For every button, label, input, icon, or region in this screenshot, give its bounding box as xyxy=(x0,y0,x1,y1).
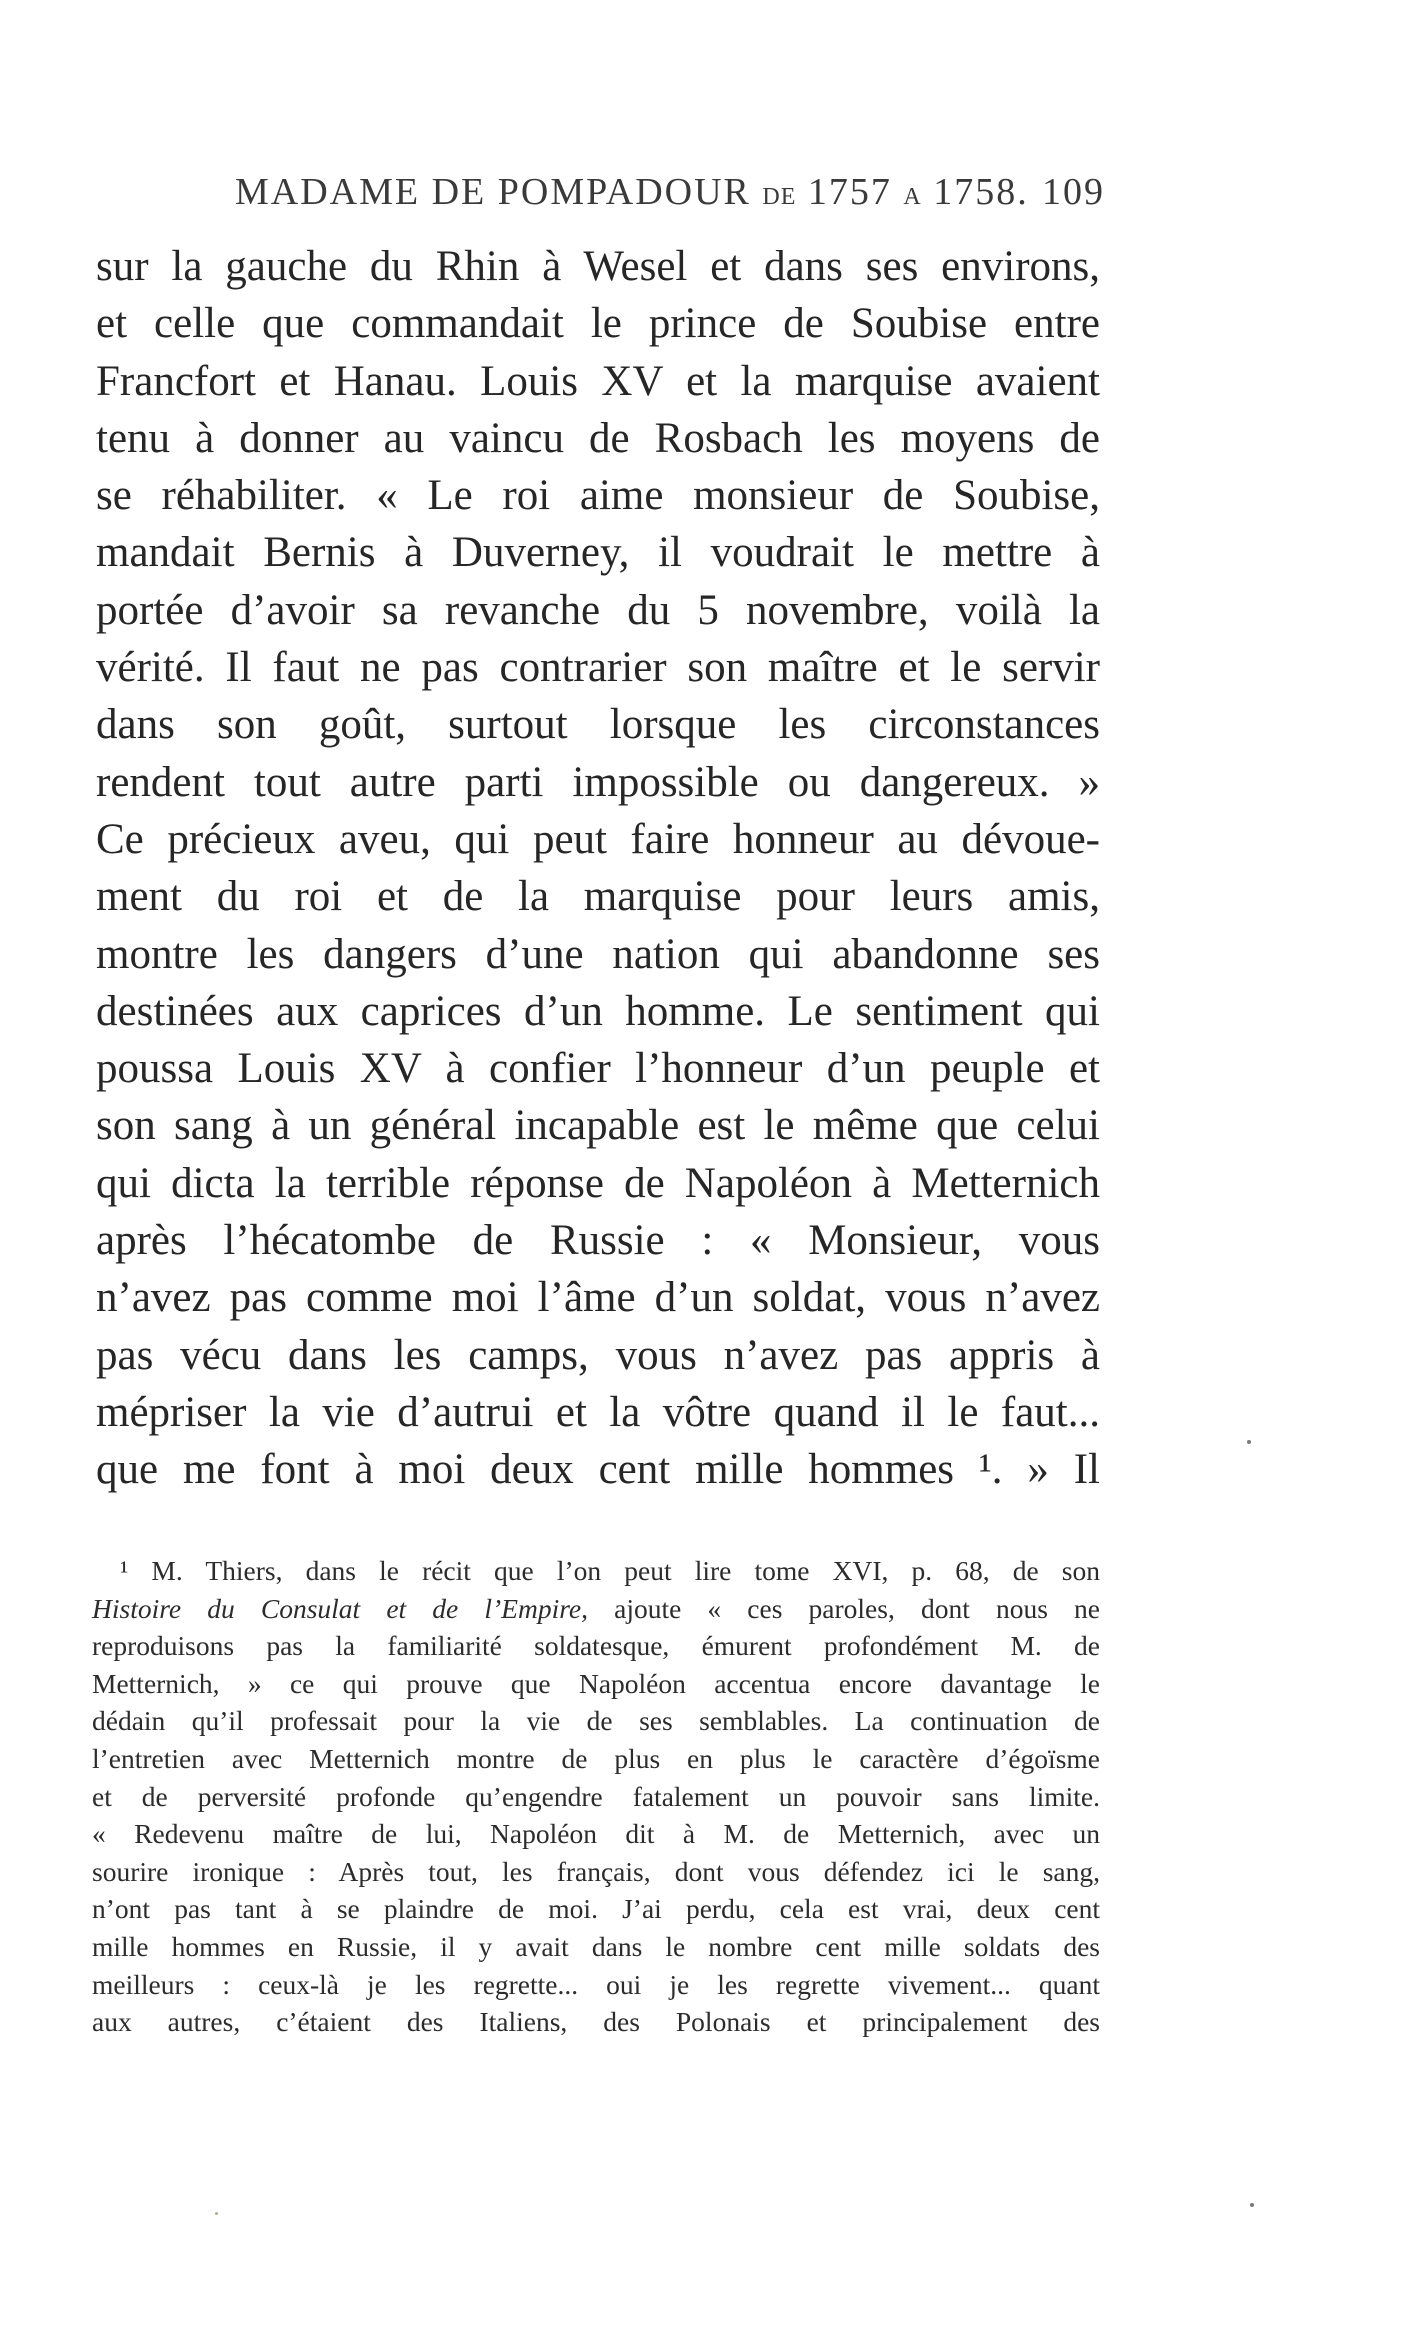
text-line: mandait Bernis à Duverney, il voudrait le mettre à xyxy=(96,529,1100,577)
running-title-de: DE xyxy=(762,184,797,210)
paper-speck xyxy=(1250,2203,1254,2207)
text-line: tenu à donner au vaincu de Rosbach les moyens de xyxy=(96,414,1100,462)
main-text xyxy=(96,238,1100,1499)
text-line: destinées aux caprices d’un homme. Le sentiment qui xyxy=(96,987,1100,1035)
text-line: ment du roi et de la marquise pour leurs amis, xyxy=(96,873,1100,921)
text-line: et celle que commandait le prince de Soubise entre xyxy=(96,300,1100,348)
text-line: que me font à moi deux cent mille hommes ¹. » Il xyxy=(96,1446,1100,1494)
text-line: rendent tout autre parti impossible ou dangereux. » xyxy=(96,758,1100,806)
text-line: vérité. Il faut ne pas contrarier son maître et le servir xyxy=(96,644,1100,692)
text-line: sur la gauche du Rhin à Wesel et dans ses environs, xyxy=(96,243,1100,290)
footnote-line xyxy=(92,1552,1100,1590)
text-line: après l’hécatombe de Russie : « Monsieur, vous xyxy=(96,1217,1100,1265)
footnote-line: et de perversité profonde qu’engendre fatalement un pouvoir sans limite. xyxy=(92,1780,1100,1812)
text-line: portée d’avoir sa revanche du 5 novembre, voilà la xyxy=(96,586,1100,634)
running-title-year-end: 1758. xyxy=(933,171,1029,213)
footnote-line: reproduisons pas la familiarité soldatesque, émurent profondément M. de xyxy=(92,1630,1100,1662)
footnote-marker: ¹ xyxy=(120,1555,129,1586)
running-header xyxy=(235,170,1105,220)
footnote-line: Metternich, » ce qui prouve que Napoléon accentua encore davantage le xyxy=(92,1667,1100,1699)
text-line: Francfort et Hanau. Louis XV et la marquise avaient xyxy=(96,357,1100,405)
text-line: qui dicta la terrible réponse de Napoléon à Metternich xyxy=(96,1159,1100,1207)
text-line: Ce précieux aveu, qui peut faire honneur au dévoue- xyxy=(96,815,1100,863)
running-title-a: A xyxy=(903,184,922,210)
footnote-line: n’ont pas tant à se plaindre de moi. J’ai perdu, cela est vrai, deux cent xyxy=(92,1893,1100,1925)
footnote-text: M. Thiers, dans le récit que l’on peut lire tome XVI, p. 68, de son xyxy=(151,1555,1100,1586)
footnote-line: dédain qu’il professait pour la vie de ses semblables. La continuation de xyxy=(92,1705,1100,1737)
footnote-line: meilleurs : ceux-là je les regrette... oui je les regrette vivement... quant xyxy=(92,1968,1100,2000)
footnote-line: mille hommes en Russie, il y avait dans le nombre cent mille soldats des xyxy=(92,1930,1100,1962)
footnote xyxy=(92,1552,1100,2041)
footnote-text: ajoute « ces paroles, dont nous ne xyxy=(614,1592,1100,1624)
text-line: dans son goût, surtout lorsque les circonstances xyxy=(96,701,1100,749)
book-title: Histoire du Consulat et de l’Empire, xyxy=(92,1592,588,1624)
text-line: se réhabiliter. « Le roi aime monsieur de Soubise, xyxy=(96,472,1100,520)
text-line: n’avez pas comme moi l’âme d’un soldat, vous n’avez xyxy=(96,1274,1100,1322)
page-number: 109 xyxy=(1042,171,1105,213)
footnote-line: l’entretien avec Metternich montre de plus en plus le caractère d’égoïsme xyxy=(92,1742,1100,1774)
running-title xyxy=(235,170,1029,214)
running-title-main: MADAME DE POMPADOUR xyxy=(235,171,751,213)
footnote-line xyxy=(92,1590,1100,1628)
text-line: pas vécu dans les camps, vous n’avez pas appris à xyxy=(96,1331,1100,1379)
text-line: son sang à un général incapable est le même que celui xyxy=(96,1102,1100,1150)
text-line: montre les dangers d’une nation qui abandonne ses xyxy=(96,930,1100,978)
text-line: poussa Louis XV à confier l’honneur d’un peuple et xyxy=(96,1045,1100,1093)
paper-speck xyxy=(215,2212,218,2215)
footnote-line: « Redevenu maître de lui, Napoléon dit à M. de Metternich, avec un xyxy=(92,1818,1100,1850)
text-line: mépriser la vie d’autrui et la vôtre quand il le faut... xyxy=(96,1388,1100,1436)
paper-speck xyxy=(1247,1440,1251,1444)
running-title-year-start: 1757 xyxy=(807,171,892,213)
footnote-line: sourire ironique : Après tout, les français, dont vous défendez ici le sang, xyxy=(92,1855,1100,1887)
footnote-line: aux autres, c’étaient des Italiens, des Polonais et principalement des xyxy=(92,2006,1100,2038)
